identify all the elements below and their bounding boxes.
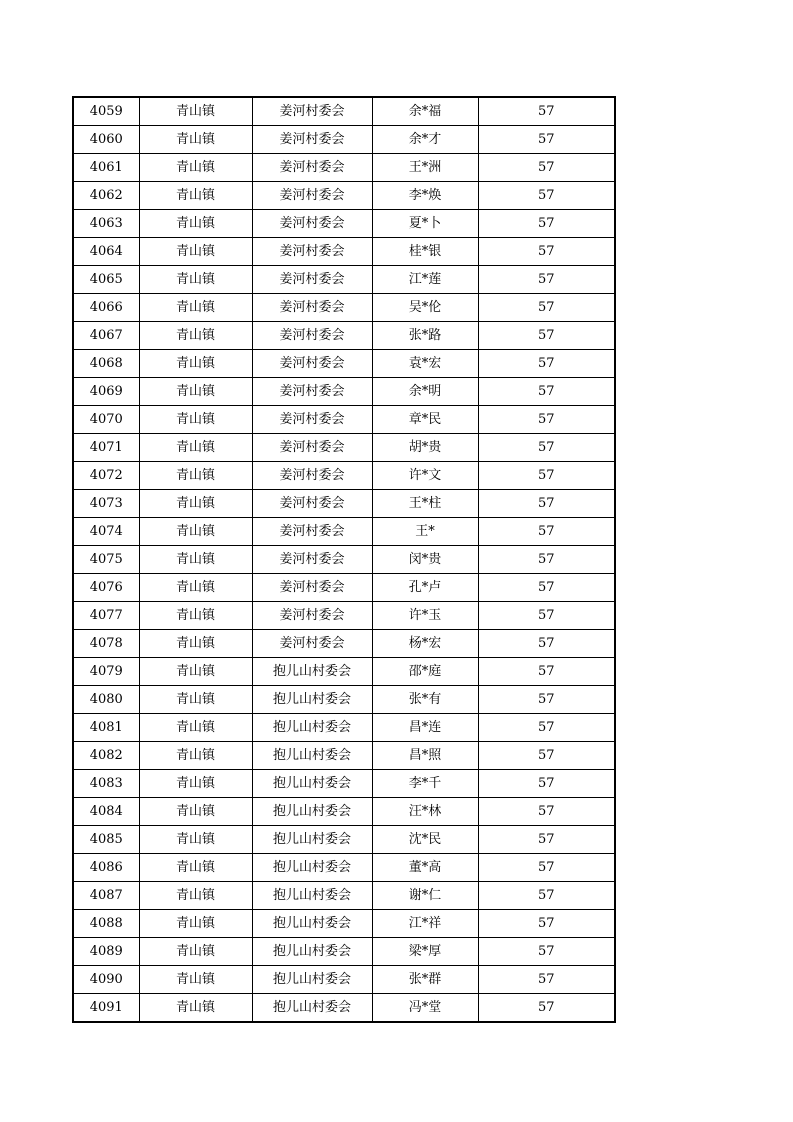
amount-cell: 57 bbox=[478, 910, 615, 938]
amount-cell: 57 bbox=[478, 882, 615, 910]
town-cell: 青山镇 bbox=[139, 97, 252, 126]
amount-cell: 57 bbox=[478, 994, 615, 1023]
village-committee-cell: 姜河村委会 bbox=[252, 182, 372, 210]
town-cell: 青山镇 bbox=[139, 966, 252, 994]
village-committee-cell: 抱儿山村委会 bbox=[252, 826, 372, 854]
village-committee-cell: 姜河村委会 bbox=[252, 602, 372, 630]
village-committee-cell: 姜河村委会 bbox=[252, 154, 372, 182]
serial-number-cell: 4066 bbox=[73, 294, 139, 322]
person-name-cell: 袁*宏 bbox=[372, 350, 478, 378]
table-row bbox=[73, 238, 615, 266]
person-name-cell: 夏*卜 bbox=[372, 210, 478, 238]
person-name-cell: 江*祥 bbox=[372, 910, 478, 938]
village-committee-cell: 姜河村委会 bbox=[252, 378, 372, 406]
town-cell: 青山镇 bbox=[139, 490, 252, 518]
table-row bbox=[73, 602, 615, 630]
amount-cell: 57 bbox=[478, 630, 615, 658]
amount-cell: 57 bbox=[478, 406, 615, 434]
table-row bbox=[73, 686, 615, 714]
town-cell: 青山镇 bbox=[139, 154, 252, 182]
town-cell: 青山镇 bbox=[139, 546, 252, 574]
serial-number-cell: 4075 bbox=[73, 546, 139, 574]
town-cell: 青山镇 bbox=[139, 658, 252, 686]
village-committee-cell: 姜河村委会 bbox=[252, 406, 372, 434]
town-cell: 青山镇 bbox=[139, 938, 252, 966]
amount-cell: 57 bbox=[478, 770, 615, 798]
person-name-cell: 冯*堂 bbox=[372, 994, 478, 1023]
town-cell: 青山镇 bbox=[139, 742, 252, 770]
table-row bbox=[73, 546, 615, 574]
village-committee-cell: 姜河村委会 bbox=[252, 266, 372, 294]
table-row bbox=[73, 406, 615, 434]
table-row bbox=[73, 854, 615, 882]
person-name-cell: 余*福 bbox=[372, 97, 478, 126]
village-committee-cell: 姜河村委会 bbox=[252, 574, 372, 602]
amount-cell: 57 bbox=[478, 826, 615, 854]
person-name-cell: 闵*贵 bbox=[372, 546, 478, 574]
person-name-cell: 李*焕 bbox=[372, 182, 478, 210]
table-row bbox=[73, 490, 615, 518]
serial-number-cell: 4076 bbox=[73, 574, 139, 602]
town-cell: 青山镇 bbox=[139, 238, 252, 266]
amount-cell: 57 bbox=[478, 546, 615, 574]
amount-cell: 57 bbox=[478, 686, 615, 714]
serial-number-cell: 4087 bbox=[73, 882, 139, 910]
town-cell: 青山镇 bbox=[139, 574, 252, 602]
table-row bbox=[73, 154, 615, 182]
amount-cell: 57 bbox=[478, 378, 615, 406]
person-name-cell: 昌*照 bbox=[372, 742, 478, 770]
town-cell: 青山镇 bbox=[139, 826, 252, 854]
village-committee-cell: 抱儿山村委会 bbox=[252, 742, 372, 770]
person-name-cell: 李*千 bbox=[372, 770, 478, 798]
table-row bbox=[73, 798, 615, 826]
person-name-cell: 昌*连 bbox=[372, 714, 478, 742]
serial-number-cell: 4081 bbox=[73, 714, 139, 742]
village-committee-cell: 姜河村委会 bbox=[252, 210, 372, 238]
amount-cell: 57 bbox=[478, 294, 615, 322]
person-name-cell: 王* bbox=[372, 518, 478, 546]
serial-number-cell: 4068 bbox=[73, 350, 139, 378]
person-name-cell: 孔*卢 bbox=[372, 574, 478, 602]
serial-number-cell: 4067 bbox=[73, 322, 139, 350]
serial-number-cell: 4065 bbox=[73, 266, 139, 294]
person-name-cell: 张*群 bbox=[372, 966, 478, 994]
town-cell: 青山镇 bbox=[139, 798, 252, 826]
amount-cell: 57 bbox=[478, 938, 615, 966]
table-row bbox=[73, 714, 615, 742]
village-committee-cell: 抱儿山村委会 bbox=[252, 798, 372, 826]
serial-number-cell: 4088 bbox=[73, 910, 139, 938]
town-cell: 青山镇 bbox=[139, 994, 252, 1023]
person-name-cell: 余*才 bbox=[372, 126, 478, 154]
table-row bbox=[73, 322, 615, 350]
serial-number-cell: 4074 bbox=[73, 518, 139, 546]
amount-cell: 57 bbox=[478, 97, 615, 126]
table-row bbox=[73, 518, 615, 546]
table-row bbox=[73, 742, 615, 770]
table-row bbox=[73, 966, 615, 994]
amount-cell: 57 bbox=[478, 210, 615, 238]
person-name-cell: 王*洲 bbox=[372, 154, 478, 182]
amount-cell: 57 bbox=[478, 742, 615, 770]
serial-number-cell: 4090 bbox=[73, 966, 139, 994]
serial-number-cell: 4089 bbox=[73, 938, 139, 966]
person-name-cell: 张*有 bbox=[372, 686, 478, 714]
town-cell: 青山镇 bbox=[139, 630, 252, 658]
serial-number-cell: 4079 bbox=[73, 658, 139, 686]
table-row bbox=[73, 658, 615, 686]
town-cell: 青山镇 bbox=[139, 434, 252, 462]
table-row bbox=[73, 182, 615, 210]
village-committee-cell: 姜河村委会 bbox=[252, 238, 372, 266]
table-row bbox=[73, 210, 615, 238]
record-table bbox=[72, 96, 616, 1023]
table-row bbox=[73, 994, 615, 1023]
amount-cell: 57 bbox=[478, 350, 615, 378]
village-committee-cell: 抱儿山村委会 bbox=[252, 938, 372, 966]
town-cell: 青山镇 bbox=[139, 714, 252, 742]
person-name-cell: 谢*仁 bbox=[372, 882, 478, 910]
village-committee-cell: 姜河村委会 bbox=[252, 462, 372, 490]
village-committee-cell: 姜河村委会 bbox=[252, 350, 372, 378]
village-committee-cell: 抱儿山村委会 bbox=[252, 910, 372, 938]
person-name-cell: 桂*银 bbox=[372, 238, 478, 266]
town-cell: 青山镇 bbox=[139, 686, 252, 714]
person-name-cell: 江*莲 bbox=[372, 266, 478, 294]
village-committee-cell: 抱儿山村委会 bbox=[252, 770, 372, 798]
town-cell: 青山镇 bbox=[139, 910, 252, 938]
village-committee-cell: 抱儿山村委会 bbox=[252, 686, 372, 714]
table-row bbox=[73, 826, 615, 854]
table-row bbox=[73, 97, 615, 126]
village-committee-cell: 姜河村委会 bbox=[252, 322, 372, 350]
town-cell: 青山镇 bbox=[139, 462, 252, 490]
table-row bbox=[73, 574, 615, 602]
amount-cell: 57 bbox=[478, 602, 615, 630]
town-cell: 青山镇 bbox=[139, 882, 252, 910]
serial-number-cell: 4069 bbox=[73, 378, 139, 406]
person-name-cell: 汪*林 bbox=[372, 798, 478, 826]
serial-number-cell: 4072 bbox=[73, 462, 139, 490]
serial-number-cell: 4059 bbox=[73, 97, 139, 126]
serial-number-cell: 4073 bbox=[73, 490, 139, 518]
table-row bbox=[73, 378, 615, 406]
serial-number-cell: 4063 bbox=[73, 210, 139, 238]
amount-cell: 57 bbox=[478, 518, 615, 546]
town-cell: 青山镇 bbox=[139, 406, 252, 434]
village-committee-cell: 姜河村委会 bbox=[252, 546, 372, 574]
village-committee-cell: 姜河村委会 bbox=[252, 294, 372, 322]
amount-cell: 57 bbox=[478, 574, 615, 602]
person-name-cell: 许*文 bbox=[372, 462, 478, 490]
serial-number-cell: 4070 bbox=[73, 406, 139, 434]
town-cell: 青山镇 bbox=[139, 518, 252, 546]
village-committee-cell: 姜河村委会 bbox=[252, 126, 372, 154]
table-row bbox=[73, 462, 615, 490]
serial-number-cell: 4062 bbox=[73, 182, 139, 210]
person-name-cell: 沈*民 bbox=[372, 826, 478, 854]
village-committee-cell: 抱儿山村委会 bbox=[252, 966, 372, 994]
table-row bbox=[73, 126, 615, 154]
amount-cell: 57 bbox=[478, 182, 615, 210]
village-committee-cell: 姜河村委会 bbox=[252, 434, 372, 462]
village-committee-cell: 姜河村委会 bbox=[252, 630, 372, 658]
person-name-cell: 杨*宏 bbox=[372, 630, 478, 658]
village-committee-cell: 抱儿山村委会 bbox=[252, 882, 372, 910]
town-cell: 青山镇 bbox=[139, 266, 252, 294]
town-cell: 青山镇 bbox=[139, 294, 252, 322]
serial-number-cell: 4091 bbox=[73, 994, 139, 1023]
amount-cell: 57 bbox=[478, 322, 615, 350]
amount-cell: 57 bbox=[478, 714, 615, 742]
serial-number-cell: 4085 bbox=[73, 826, 139, 854]
town-cell: 青山镇 bbox=[139, 210, 252, 238]
serial-number-cell: 4060 bbox=[73, 126, 139, 154]
serial-number-cell: 4078 bbox=[73, 630, 139, 658]
person-name-cell: 王*柱 bbox=[372, 490, 478, 518]
amount-cell: 57 bbox=[478, 798, 615, 826]
town-cell: 青山镇 bbox=[139, 770, 252, 798]
amount-cell: 57 bbox=[478, 966, 615, 994]
town-cell: 青山镇 bbox=[139, 322, 252, 350]
table-row bbox=[73, 294, 615, 322]
amount-cell: 57 bbox=[478, 154, 615, 182]
serial-number-cell: 4083 bbox=[73, 770, 139, 798]
person-name-cell: 许*玉 bbox=[372, 602, 478, 630]
record-table-body bbox=[73, 97, 615, 1022]
village-committee-cell: 姜河村委会 bbox=[252, 97, 372, 126]
person-name-cell: 吴*伦 bbox=[372, 294, 478, 322]
village-committee-cell: 抱儿山村委会 bbox=[252, 714, 372, 742]
table-row bbox=[73, 434, 615, 462]
amount-cell: 57 bbox=[478, 434, 615, 462]
serial-number-cell: 4077 bbox=[73, 602, 139, 630]
person-name-cell: 胡*贵 bbox=[372, 434, 478, 462]
town-cell: 青山镇 bbox=[139, 378, 252, 406]
person-name-cell: 章*民 bbox=[372, 406, 478, 434]
table-row bbox=[73, 350, 615, 378]
serial-number-cell: 4071 bbox=[73, 434, 139, 462]
serial-number-cell: 4086 bbox=[73, 854, 139, 882]
amount-cell: 57 bbox=[478, 490, 615, 518]
serial-number-cell: 4084 bbox=[73, 798, 139, 826]
serial-number-cell: 4064 bbox=[73, 238, 139, 266]
amount-cell: 57 bbox=[478, 238, 615, 266]
table-row bbox=[73, 770, 615, 798]
amount-cell: 57 bbox=[478, 126, 615, 154]
town-cell: 青山镇 bbox=[139, 854, 252, 882]
town-cell: 青山镇 bbox=[139, 126, 252, 154]
amount-cell: 57 bbox=[478, 266, 615, 294]
village-committee-cell: 抱儿山村委会 bbox=[252, 658, 372, 686]
person-name-cell: 董*高 bbox=[372, 854, 478, 882]
village-committee-cell: 姜河村委会 bbox=[252, 490, 372, 518]
town-cell: 青山镇 bbox=[139, 350, 252, 378]
table-row bbox=[73, 882, 615, 910]
table-row bbox=[73, 938, 615, 966]
village-committee-cell: 姜河村委会 bbox=[252, 518, 372, 546]
person-name-cell: 梁*厚 bbox=[372, 938, 478, 966]
table-row bbox=[73, 266, 615, 294]
table-row bbox=[73, 910, 615, 938]
amount-cell: 57 bbox=[478, 658, 615, 686]
amount-cell: 57 bbox=[478, 854, 615, 882]
town-cell: 青山镇 bbox=[139, 182, 252, 210]
person-name-cell: 张*路 bbox=[372, 322, 478, 350]
serial-number-cell: 4061 bbox=[73, 154, 139, 182]
village-committee-cell: 抱儿山村委会 bbox=[252, 994, 372, 1023]
person-name-cell: 余*明 bbox=[372, 378, 478, 406]
table-row bbox=[73, 630, 615, 658]
person-name-cell: 邵*庭 bbox=[372, 658, 478, 686]
village-committee-cell: 抱儿山村委会 bbox=[252, 854, 372, 882]
town-cell: 青山镇 bbox=[139, 602, 252, 630]
amount-cell: 57 bbox=[478, 462, 615, 490]
serial-number-cell: 4080 bbox=[73, 686, 139, 714]
serial-number-cell: 4082 bbox=[73, 742, 139, 770]
